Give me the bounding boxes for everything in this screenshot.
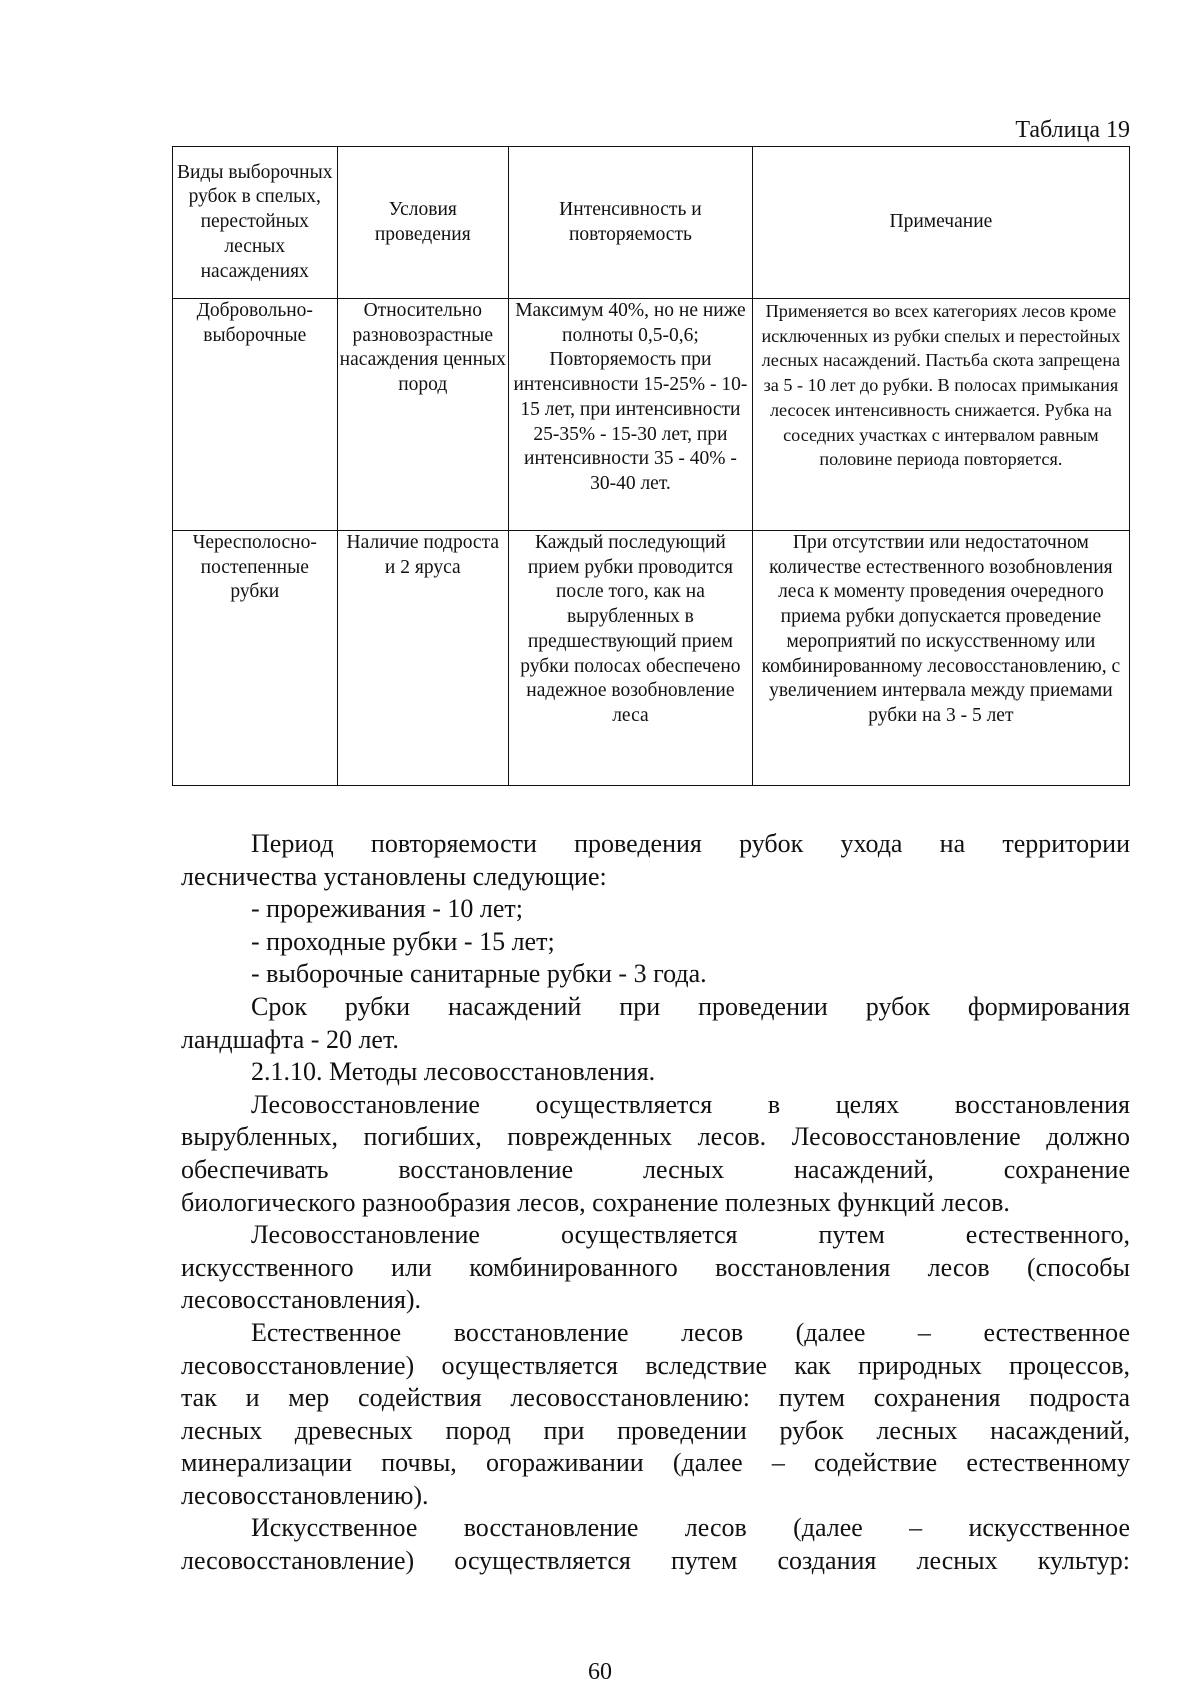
paragraph-line: Лесовосстановление осуществляется в целях восстановления bbox=[251, 1089, 1130, 1119]
paragraph-line: Искусственное восстановление лесов (далее – искусственное bbox=[251, 1513, 1130, 1543]
paragraph-line: Лесовосстановление осуществляется путем естественного, bbox=[251, 1220, 1130, 1250]
list-item: - выборочные санитарные рубки - 3 года. bbox=[251, 959, 707, 989]
paragraph-line: так и мер содействия лесовосстановлению: путем сохранения подроста bbox=[181, 1383, 1130, 1413]
cell-conditions: Наличие подроста и 2 яруса bbox=[337, 531, 509, 786]
body-text bbox=[181, 828, 1130, 1578]
list-item: - прореживания - 10 лет; bbox=[251, 894, 524, 924]
table-row bbox=[173, 531, 1130, 786]
logging-types-table bbox=[172, 146, 1130, 786]
list-item: - проходные рубки - 15 лет; bbox=[251, 926, 555, 956]
table-caption: Таблица 19 bbox=[1015, 117, 1130, 143]
paragraph-line: лесничества установлены следующие: bbox=[181, 861, 607, 891]
cell-logging-type: Добровольно-выборочные bbox=[173, 299, 338, 531]
paragraph-line: вырубленных, погибших, поврежденных лесов. Лесовосстановление должно bbox=[181, 1122, 1130, 1152]
section-heading: 2.1.10. Методы лесовосстановления. bbox=[251, 1057, 656, 1087]
paragraph-line: ландшафта - 20 лет. bbox=[181, 1024, 399, 1054]
cell-intensity: Каждый последующий прием рубки проводится после того, как на вырубленных в предшествующий прием рубки полосах обеспечено надежное возобновление леса bbox=[509, 531, 753, 786]
paragraph-line: Срок рубки насаждений при проведении рубок формирования bbox=[251, 991, 1130, 1021]
paragraph-line: лесовосстановления). bbox=[181, 1285, 422, 1315]
cell-conditions: Относительно разновозрастные насаждения ценных пород bbox=[337, 299, 509, 531]
paragraph-line: лесовосстановлению). bbox=[181, 1480, 429, 1510]
paragraph-line: искусственного или комбинированного восстановления лесов (способы bbox=[181, 1252, 1130, 1282]
header-logging-type: Виды выборочных рубок в спелых, перестойных лесных насаждениях bbox=[173, 147, 338, 299]
paragraph-line: обеспечивать восстановление лесных насаждений, сохранение bbox=[181, 1154, 1130, 1184]
header-note: Примечание bbox=[752, 147, 1129, 299]
header-conditions: Условия проведения bbox=[337, 147, 509, 299]
paragraph-line: лесовосстановление) осуществляется вследствие как природных процессов, bbox=[181, 1350, 1130, 1380]
cell-note: Применяется во всех категориях лесов кроме исключенных из рубки спелых и перестойных лесных насаждений. Пастьба скота запрещена за 5 - 10 лет до рубки. В полосах примыкания лесосек интенсивность снижается. Рубка на соседних участках с интервалом равным половине периода повторяется. bbox=[752, 299, 1129, 531]
paragraph-line: Естественное восстановление лесов (далее – естественное bbox=[251, 1317, 1130, 1347]
table-header-row bbox=[173, 147, 1130, 299]
paragraph-line: лесных древесных пород при проведении рубок лесных насаждений, bbox=[181, 1415, 1130, 1445]
paragraph-line: лесовосстановление) осуществляется путем создания лесных культур: bbox=[181, 1546, 1130, 1576]
cell-logging-type: Чересполосно-постепенные рубки bbox=[173, 531, 338, 786]
paragraph-line: Период повторяемости проведения рубок ухода на территории bbox=[251, 829, 1130, 858]
page-number: 60 bbox=[588, 1659, 612, 1685]
cell-intensity: Максимум 40%, но не ниже полноты 0,5-0,6; Повторяемость при интенсивности 15-25% - 10-15 лет, при интенсивности 25-35% - 15-30 лет, при интенсивности 35 - 40% - 30-40 лет. bbox=[509, 299, 753, 531]
paragraph-line: биологического разнообразия лесов, сохранение полезных функций лесов. bbox=[181, 1187, 1010, 1217]
header-intensity: Интенсивность и повторяемость bbox=[509, 147, 753, 299]
cell-note: При отсутствии или недостаточном количестве естественного возобновления леса к моменту проведения очередного приема рубки допускается проведение мероприятий по искусственному или комбинированному лесовосстановлению, с увеличением интервала между приемами рубки на 3 - 5 лет bbox=[752, 531, 1129, 786]
table-row bbox=[173, 299, 1130, 531]
paragraph-line: минерализации почвы, огораживании (далее – содействие естественному bbox=[181, 1448, 1130, 1478]
